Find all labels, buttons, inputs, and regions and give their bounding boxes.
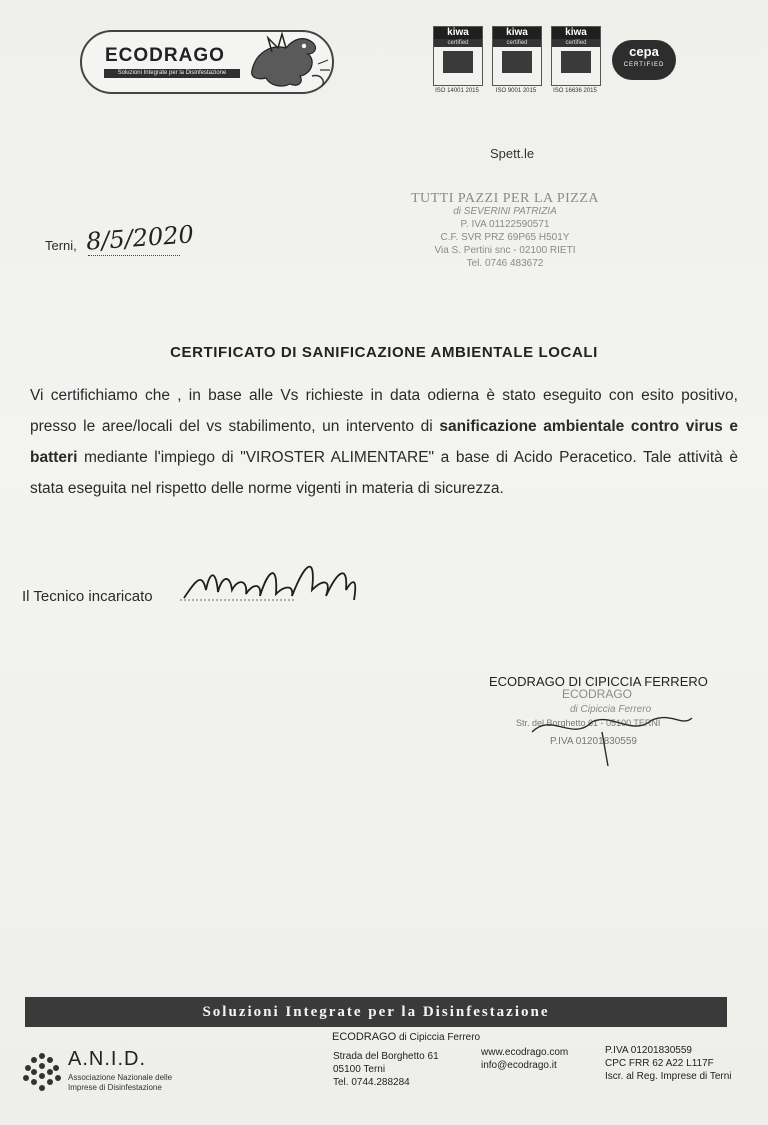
company-signature-label: ECODRAGO DI CIPICCIA FERRERO	[489, 674, 708, 689]
footer-web	[481, 1046, 568, 1072]
footer-company: ECODRAGO di Cipiccia Ferrero	[332, 1031, 481, 1043]
stamp-text-line: P.IVA 01201830559	[550, 736, 637, 747]
date-line	[88, 255, 180, 256]
kiwa-iso9001-badge: kiwa certified	[492, 26, 542, 86]
ecodrago-logo-word: ECODRAGO	[105, 45, 225, 66]
stamp-line: TUTTI PAZZI PER LA PIZZA	[410, 191, 600, 206]
stamp-line: Via S. Pertini snc - 02100 RIETI	[434, 245, 576, 256]
stamp-line: Tel. 0746 483672	[466, 258, 544, 269]
stamp-text-line: Str. del Borghetto 61 - 05100 TERNI	[516, 718, 661, 728]
anid-title: A.N.I.D.	[68, 1048, 147, 1070]
cepa-certified-badge: cepa CERTIFIED	[612, 40, 676, 80]
badge-iso-label: ISO 9001 2015	[495, 88, 537, 94]
badge-iso-label: ISO 16636 2015	[553, 88, 597, 94]
badge-iso-label: ISO 14001 2015	[435, 88, 479, 94]
body-bold-text: sanificazione ambientale contro virus e batteri	[30, 418, 738, 466]
dragon-mascot-icon	[242, 30, 332, 92]
addressee-greeting: Spett.le	[490, 146, 535, 161]
technician-signature	[176, 550, 366, 610]
stamp-text-line: di Cipiccia Ferrero	[570, 704, 652, 715]
stamp-line: P. IVA 01122590571	[460, 219, 550, 230]
kiwa-iso14001-badge: kiwa certified	[433, 26, 483, 86]
footer-website-link[interactable]: www.ecodrago.com	[481, 1047, 569, 1058]
stamp-line: C.F. SVR PRZ 69P65 H501Y	[440, 232, 570, 243]
footer-fiscal-info: P.IVA 01201830559 CPC FRR 62 A22 L117F Iscr. al Reg. Imprese di Terni	[605, 1045, 732, 1082]
kiwa-iso16636-badge: kiwa certified	[551, 26, 601, 86]
anid-logo-icon	[20, 1050, 64, 1094]
footer-email-link[interactable]: info@ecodrago.it	[481, 1060, 557, 1071]
footer-tagline-band: Soluzioni Integrate per la Disinfestazione	[25, 997, 727, 1027]
addressee-stamp	[405, 192, 605, 270]
company-stamp	[512, 682, 712, 772]
anid-subtitle: Associazione Nazionale delle Imprese di Disinfestazione	[68, 1073, 173, 1092]
stamp-text-line: ECODRAGO	[562, 687, 633, 701]
body-text: mediante l'impiego di "VIROSTER ALIMENTARE" a base di Acido Peracetico. Tale attività è stata eseguita nel rispetto delle norme vigenti in materia di sicurezza.	[30, 449, 738, 497]
footer-address: Strada del Borghetto 61 05100 Terni Tel. 0744.288284	[333, 1051, 439, 1088]
place-label: Terni,	[45, 238, 77, 253]
ecodrago-logo-tagline: Soluzioni Integrate per la Disinfestazione	[104, 69, 240, 78]
handwritten-date: 8/5/2020	[85, 220, 195, 256]
body-text: Vi certifichiamo che , in base alle Vs richieste in data odierna è stato eseguito con esito positivo, presso le aree/locali del vs stabilimento, un intervento di	[30, 387, 738, 435]
technician-label: Il Tecnico incaricato	[22, 588, 153, 605]
certificate-body	[30, 380, 738, 504]
certificate-title: CERTIFICATO DI SANIFICAZIONE AMBIENTALE LOCALI	[170, 344, 598, 361]
stamp-line: di SEVERINI PATRIZIA	[453, 206, 557, 217]
